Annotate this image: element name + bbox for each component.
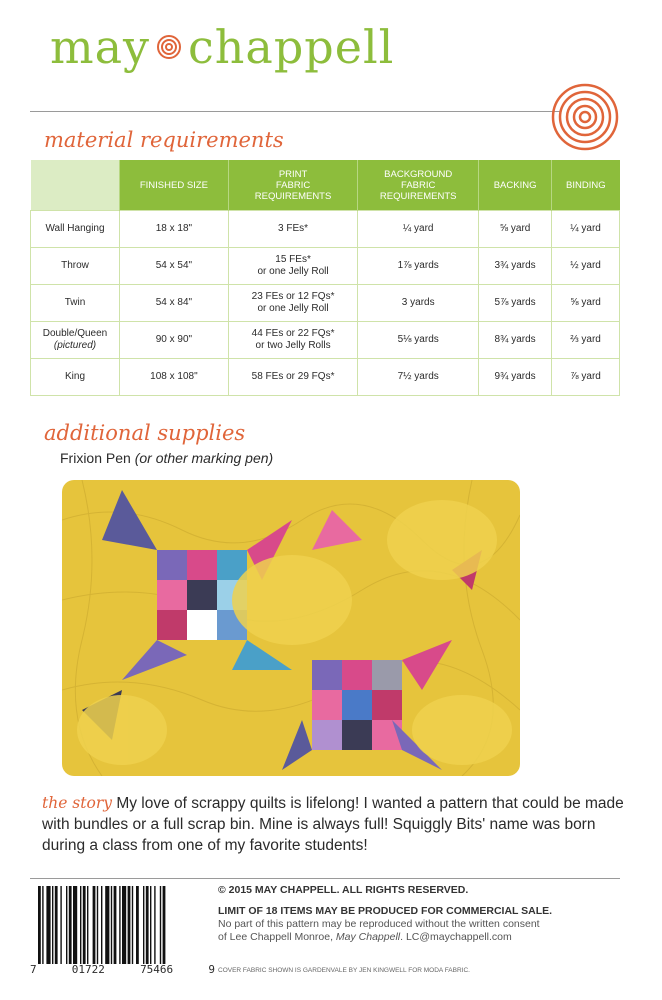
barcode-digit-group-2: 75466 [140,963,174,976]
barcode-bar [93,886,96,964]
cell-print-text: 44 FEs or 22 FQs* [251,328,335,339]
header-print-fabric: PRINT FABRIC REQUIREMENTS [228,160,358,211]
table-row [31,211,620,248]
cell-size: 18 x 18" [120,211,229,248]
barcode-bars [38,886,208,966]
header-finished-size: FINISHED SIZE [120,160,229,211]
barcode-bar [73,886,77,964]
table-row [31,248,620,285]
row-name-text: Throw [61,260,89,271]
brand-logo [50,20,394,74]
row-name-text: King [64,371,85,382]
cell-binding: ⅝ yard [552,285,620,322]
cell-binding: ⅔ yard [552,322,620,359]
row-name [31,285,120,322]
table-row [31,322,620,359]
cell-print-text: 15 FEs* [275,254,311,265]
cell-size: 108 x 108" [120,359,229,396]
barcode-digit-group-1: 01722 [71,963,105,976]
cell-print-text: 58 FEs or 29 FQs* [251,371,335,382]
header-binding: BINDING [552,160,620,211]
supplies-item-note: (or other marking pen) [134,450,274,466]
copyright-line: © 2015 MAY CHAPPELL. ALL RIGHTS RESERVED. [218,884,469,896]
brand-name-first: may [50,20,151,74]
legal-notice [218,884,628,977]
barcode-bar [46,886,50,964]
barcode-bar [87,886,88,964]
barcode-bar [52,886,53,964]
row-name-text: Double/Queen [42,328,108,339]
quilt-photo-illustration [62,480,520,776]
barcode-bar [69,886,72,964]
row-name [31,211,120,248]
swirl-icon [550,82,620,152]
barcode-bar [128,886,131,964]
table-row [31,359,620,396]
cell-backing: 9¾ yards [479,359,552,396]
cell-binding: ⅞ yard [552,359,620,396]
barcode-bar [101,886,102,964]
barcode-bar [122,886,126,964]
cell-print-text: 3 FEs* [278,223,309,234]
commercial-limit-line: LIMIT OF 18 ITEMS MAY BE PRODUCED FOR COMMERCIAL SALE. [218,905,553,917]
barcode-bar [160,886,161,964]
additional-supplies-heading: additional supplies [44,421,246,445]
cell-backing: ⅝ yard [479,211,552,248]
cell-backing: 3¾ yards [479,248,552,285]
material-requirements-table [30,160,620,396]
cell-print-alt: or one Jelly Roll [257,266,329,277]
header-divider [30,111,560,112]
cell-size: 54 x 84" [120,285,229,322]
cell-print-alt: or one Jelly Roll [257,303,329,314]
cell-size: 54 x 54" [120,248,229,285]
barcode-bar [150,886,151,964]
barcode-bar [97,886,98,964]
row-name-text: Twin [64,297,86,308]
barcode-bar [114,886,117,964]
row-name [31,248,120,285]
consent-brand: May Chappell [335,931,401,943]
cell-background: 7½ yards [358,359,479,396]
barcode-bar [55,886,58,964]
cell-binding: ¼ yard [552,211,620,248]
barcode-bar [143,886,144,964]
barcode-bar [105,886,109,964]
cell-background: 3 yards [358,285,479,322]
consent-email: . LC@maychappell.com [400,931,512,943]
header-backing: BACKING [479,160,552,211]
barcode-bar [154,886,155,964]
barcode-bar [38,886,41,964]
barcode-digit-check: 9 [208,963,215,976]
footer-divider [30,878,620,879]
cell-backing: 8¾ yards [479,322,552,359]
barcode-bar [42,886,43,964]
consent-line-2 [218,931,628,944]
barcode-bar [111,886,112,964]
header-background-fabric: BACKGROUND FABRIC REQUIREMENTS [358,160,479,211]
cell-background: 1⅞ yards [358,248,479,285]
cell-size: 90 x 90" [120,322,229,359]
barcode-bar [66,886,67,964]
cell-print [228,359,358,396]
cell-background: 5⅛ yards [358,322,479,359]
material-requirements-heading: material requirements [44,128,284,152]
table-row [31,285,620,322]
cell-binding: ½ yard [552,248,620,285]
supplies-item [60,450,273,466]
row-name-text: Wall Hanging [45,223,105,234]
brand-name-last: chappell [188,20,395,74]
barcode-bar [60,886,61,964]
barcode-bar [146,886,149,964]
barcode-bar [132,886,133,964]
barcode-digits [30,963,215,976]
barcode-bar [119,886,120,964]
fabric-credit: COVER FABRIC SHOWN IS GARDENVALE BY JEN KINGWELL FOR MODA FABRIC. [218,967,470,974]
swirl-dot-icon [156,34,182,60]
cell-print-text: 23 FEs or 12 FQs* [251,291,335,302]
barcode-bar [163,886,166,964]
quilt-photo [62,480,520,776]
supplies-item-name: Frixion Pen [60,450,135,466]
cell-print [228,211,358,248]
cell-backing: 5⅞ yards [479,285,552,322]
cell-print [228,248,358,285]
barcode-bar [136,886,139,964]
barcode-bar [80,886,81,964]
cell-background: ¼ yard [358,211,479,248]
table-header-row [31,160,620,211]
row-name-note: (pictured) [53,340,97,351]
story-paragraph [42,793,632,856]
cell-print-alt: or two Jelly Rolls [255,340,331,351]
barcode-digit-lead: 7 [30,963,37,976]
story-label: the story [42,794,112,812]
table-header-blank [31,160,120,211]
story-text: My love of scrappy quilts is lifelong! I wanted a pattern that could be made with bundles or a full scrap bin. Mine is always full! Squiggly Bits' name was born during a class from one of my favorite students! [42,795,624,854]
cell-print [228,322,358,359]
cell-print [228,285,358,322]
row-name [31,322,120,359]
row-name [31,359,120,396]
barcode-bar [83,886,86,964]
consent-name: of Lee Chappell Monroe, [218,931,336,943]
consent-line-1: No part of this pattern may be reproduced without the written consent [218,918,540,930]
